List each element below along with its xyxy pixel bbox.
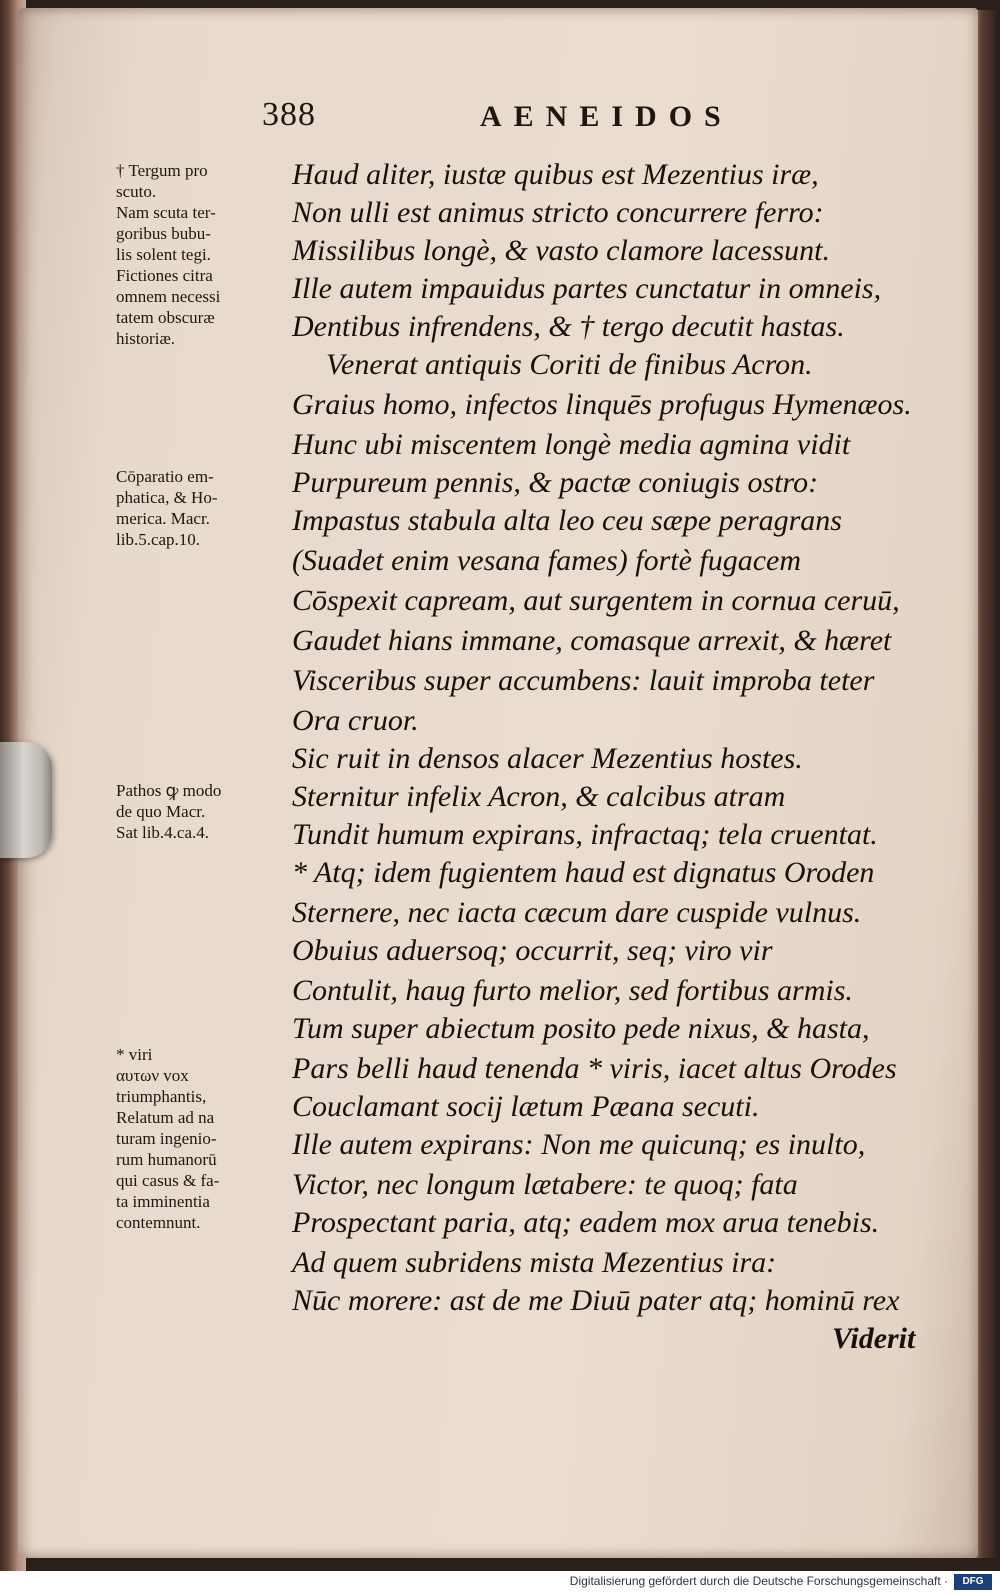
verse-line: Dentibus infrendens, & † tergo decutit hastas. bbox=[292, 310, 845, 343]
verse-line: Venerat antiquis Coriti de finibus Acron. bbox=[326, 348, 813, 381]
margin-note: Pathos ꝙ modo de quo Macr. Sat lib.4.ca.4. bbox=[116, 781, 222, 842]
verse-line: (Suadet enim vesana fames) fortè fugacem bbox=[292, 544, 802, 577]
verse-line: Purpureum pennis, & pactæ coniugis ostro: bbox=[292, 466, 819, 499]
verse-line: Tundit humum expirans, infractaq; tela cruentat. bbox=[292, 818, 878, 851]
verse-line: Visceribus super accumbens: lauit improba teter bbox=[292, 664, 875, 697]
verse-line: Sic ruit in densos alacer Mezentius hostes. bbox=[292, 742, 803, 775]
verse-line: Impastus stabula alta leo ceu sæpe peragrans bbox=[292, 504, 842, 537]
page-header bbox=[262, 96, 822, 144]
catchword: Viderit bbox=[832, 1322, 916, 1355]
footer-bar bbox=[0, 1571, 1000, 1593]
verse-line: Ille autem expirans: Non me quicunq; es inulto, bbox=[292, 1128, 866, 1161]
verse-line: Non ulli est animus stricto concurrere ferro: bbox=[292, 196, 824, 229]
verse-line: Haud aliter, iustæ quibus est Mezentius iræ, bbox=[292, 158, 819, 191]
verse-line: Nūc morere: ast de me Diuū pater atq; hominū rex bbox=[292, 1284, 900, 1317]
margin-note: † Tergum pro scuto. Nam scuta ter- goribus bubu- lis solent tegi. Fictiones citra omnem necessi tatem obscuræ historiæ. bbox=[116, 161, 221, 348]
verse-line: Ille autem impauidus partes cunctatur in omneis, bbox=[292, 272, 882, 305]
verse-line: Victor, nec longum lætabere: te quoq; fata bbox=[292, 1168, 798, 1201]
verse-line: Missilibus longè, & vasto clamore lacessunt. bbox=[292, 234, 831, 267]
verse-line: Couclamant socij lætum Pæana secuti. bbox=[292, 1090, 760, 1123]
verse-line: Tum super abiectum posito pede nixus, & hasta, bbox=[292, 1012, 870, 1045]
verse-line: Ad quem subridens mista Mezentius ira: bbox=[292, 1246, 777, 1279]
verse-line: Cōspexit capream, aut surgentem in cornua ceruū, bbox=[292, 584, 900, 617]
verse-line: Prospectant paria, atq; eadem mox arua tenebis. bbox=[292, 1206, 880, 1239]
verse-line: Pars belli haud tenenda * viris, iacet altus Orodes bbox=[292, 1052, 897, 1085]
running-head: AENEIDOS bbox=[480, 100, 733, 133]
verse-line: Ora cruor. bbox=[292, 704, 419, 737]
verse-line: Hunc ubi miscentem longè media agmina vidit bbox=[292, 428, 851, 461]
verse-line: Contulit, haug furto melior, sed fortibus armis. bbox=[292, 974, 853, 1007]
footer-credit: Digitalisierung gefördert durch die Deutsche Forschungsgemeinschaft · bbox=[569, 1574, 948, 1588]
page-clip bbox=[0, 742, 52, 858]
verse-line: Obuius aduersoq; occurrit, seq; viro vir bbox=[292, 934, 773, 967]
verse-line: Sternitur infelix Acron, & calcibus atram bbox=[292, 780, 786, 813]
verse-line: Graius homo, infectos linquēs profugus Hymenæos. bbox=[292, 388, 912, 421]
verse-line: Sternere, nec iacta cæcum dare cuspide vulnus. bbox=[292, 896, 862, 929]
margin-note: * viri αυτων vox triumphantis, Relatum ad na turam ingenio- rum humanorū qui casus & fa- ta imminentia contemnunt. bbox=[116, 1045, 220, 1232]
verse-line: Gaudet hians immane, comasque arrexit, & hæret bbox=[292, 624, 892, 657]
page-number: 388 bbox=[262, 96, 316, 133]
dfg-logo-icon[interactable]: DFG bbox=[954, 1574, 992, 1590]
margin-note: Cōparatio em- phatica, & Ho- merica. Macr. lib.5.cap.10. bbox=[116, 467, 218, 549]
verse-line: * Atq; idem fugientem haud est dignatus Oroden bbox=[292, 856, 875, 889]
